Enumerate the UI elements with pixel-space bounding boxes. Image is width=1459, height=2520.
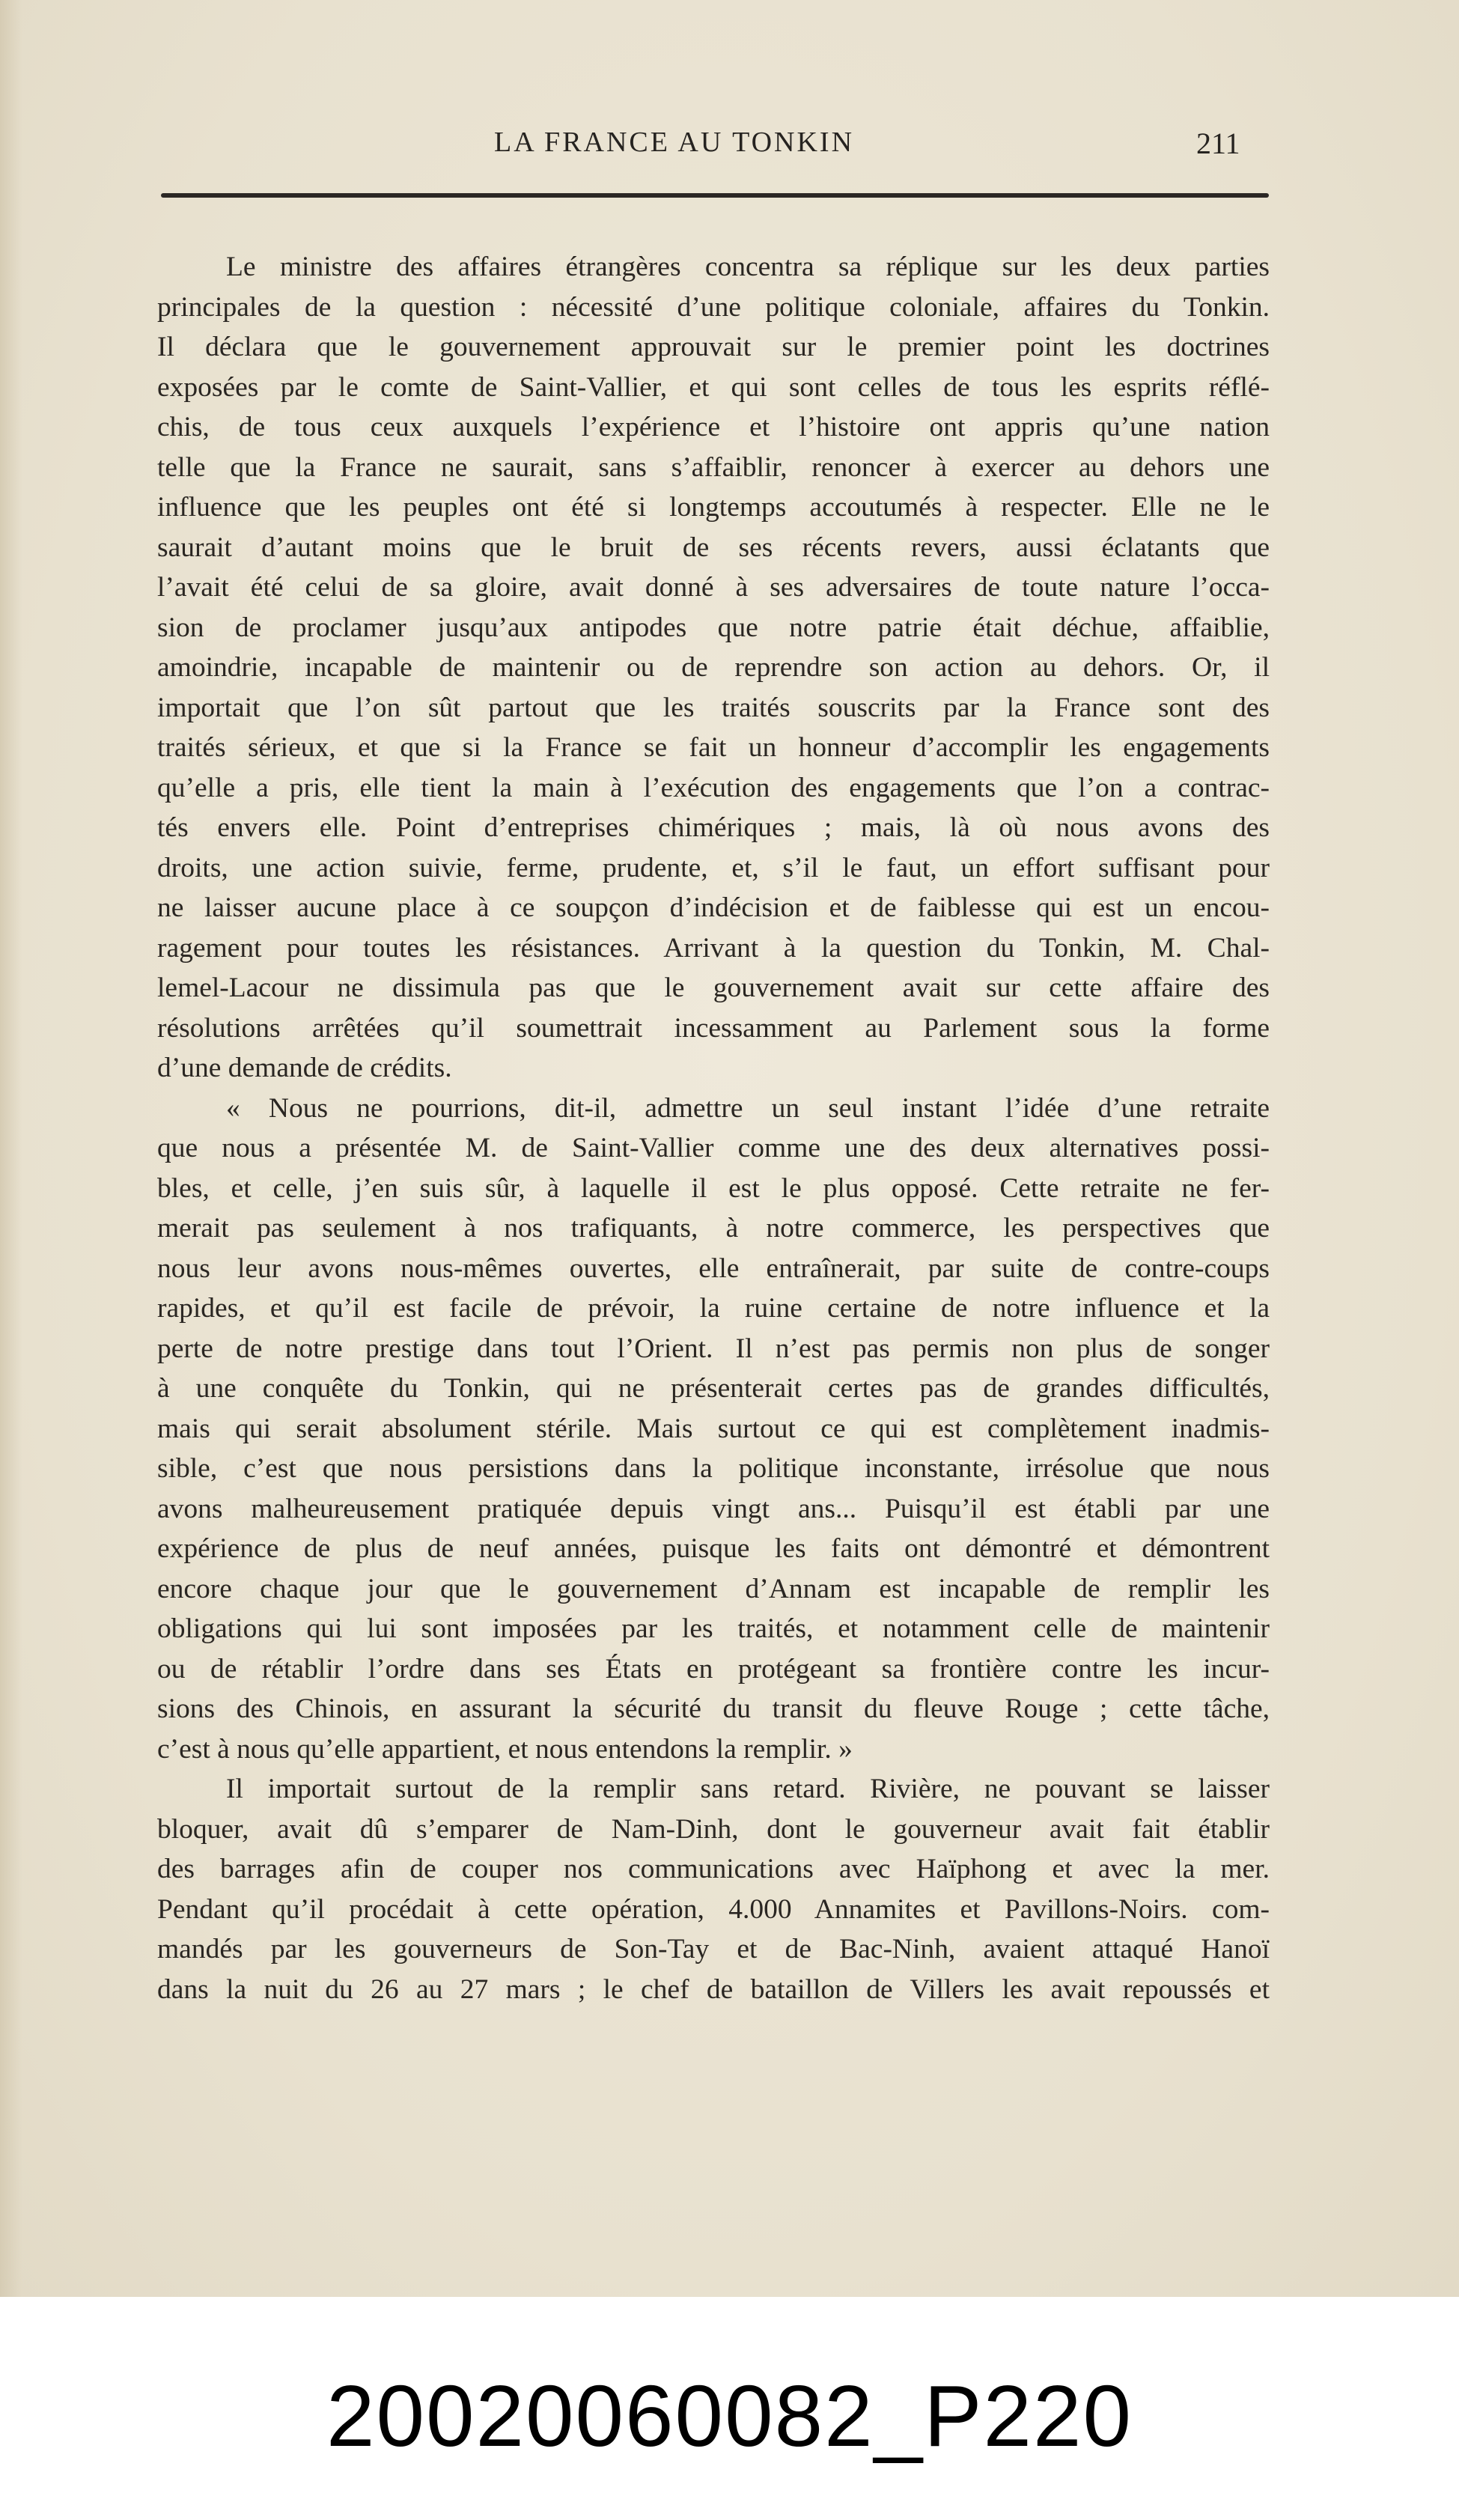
text-line: influence que les peuples ont été si longtemps accoutumés à respecter. Elle ne le: [157, 492, 1270, 523]
text-line: mandés par les gouverneurs de Son-Tay et de Bac-Ninh, avaient attaqué Hanoï: [157, 1934, 1270, 1964]
running-header-title: LA FRANCE AU TONKIN: [494, 127, 855, 158]
text-line: traités sérieux, et que si la France se fait un honneur d’accomplir les engagements: [157, 732, 1270, 763]
text-line: ne laisser aucune place à ce soupçon d’indécision et de faiblesse qui est un encou-: [157, 892, 1270, 923]
text-line: expérience de plus de neuf années, puisque les faits ont démontré et démontrent: [157, 1533, 1270, 1564]
text-line: résolutions arrêtées qu’il soumettrait incessamment au Parlement sous la forme: [157, 1012, 1270, 1044]
text-line: tés envers elle. Point d’entreprises chimériques ; mais, là où nous avons des: [157, 812, 1270, 843]
text-line: à une conquête du Tonkin, qui ne présenterait certes pas de grandes difficultés,: [157, 1373, 1270, 1404]
text-line: droits, une action suivie, ferme, prudente, et, s’il le faut, un effort suffisant pour: [157, 852, 1270, 883]
text-line: bles, et celle, j’en suis sûr, à laquelle il est le plus opposé. Cette retraite ne fer-: [157, 1172, 1270, 1204]
text-line: Il déclara que le gouvernement approuvait sur le premier point les doctrines: [157, 332, 1270, 362]
text-line: obligations qui lui sont imposées par les traités, et notamment celle de maintenir: [157, 1613, 1270, 1644]
text-line: d’une demande de crédits.: [157, 1053, 452, 1083]
text-line: encore chaque jour que le gouvernement d’Annam est incapable de remplir les: [157, 1573, 1270, 1604]
text-line: amoindrie, incapable de maintenir ou de reprendre son action au dehors. Or, il: [157, 652, 1270, 683]
body-text: [157, 247, 1270, 2009]
text-line: saurait d’autant moins que le bruit de ses récents revers, aussi éclatants que: [157, 532, 1270, 563]
paragraph-ministre: [157, 247, 1270, 1089]
text-line: Pendant qu’il procédait à cette opération, 4.000 Annamites et Pavillons-Noirs. com-: [157, 1893, 1270, 1925]
header-rule: [161, 193, 1269, 198]
text-line: sion de proclamer jusqu’aux antipodes que notre patrie était déchue, affaiblie,: [157, 612, 1270, 643]
text-line: Le ministre des affaires étrangères concentra sa réplique sur les deux parties: [226, 252, 1270, 282]
text-line: perte de notre prestige dans tout l’Orient. Il n’est pas permis non plus de songer: [157, 1333, 1270, 1364]
page-number: 211: [1196, 127, 1240, 160]
text-line: merait pas seulement à nos trafiquants, à notre commerce, les perspectives que: [157, 1213, 1270, 1244]
text-line: exposées par le comte de Saint-Vallier, et qui sont celles de tous les esprits réflé-: [157, 371, 1270, 403]
text-line: dans la nuit du 26 au 27 mars ; le chef de bataillon de Villers les avait repoussés et: [157, 1973, 1270, 2005]
text-line: principales de la question : nécessité d’une politique coloniale, affaires du Tonkin.: [157, 291, 1270, 323]
text-line: bloquer, avait dû s’emparer de Nam-Dinh, dont le gouverneur avait fait établir: [157, 1813, 1270, 1845]
text-line: sions des Chinois, en assurant la sécurité du transit du fleuve Rouge ; cette tâche,: [157, 1693, 1270, 1724]
text-line: ou de rétablir l’ordre dans ses États en protégeant sa frontière contre les incur-: [157, 1653, 1270, 1684]
text-line: Il importait surtout de la remplir sans retard. Rivière, ne pouvant se laisser: [226, 1774, 1270, 1804]
text-line: lemel-Lacour ne dissimula pas que le gouvernement avait sur cette affaire des: [157, 973, 1270, 1003]
text-line: ragement pour toutes les résistances. Arrivant à la question du Tonkin, M. Chal-: [157, 932, 1270, 964]
text-line: l’avait été celui de sa gloire, avait donné à ses adversaires de toute nature l’occa-: [157, 572, 1270, 603]
text-line: « Nous ne pourrions, dit-il, admettre un seul instant l’idée d’une retraite: [226, 1092, 1270, 1124]
text-line: qu’elle a pris, elle tient la main à l’exécution des engagements que l’on a contrac-: [157, 772, 1270, 803]
text-line: rapides, et qu’il est facile de prévoir, la ruine certaine de notre influence et la: [157, 1293, 1270, 1324]
scan-id-caption: 20020060082_P220: [326, 2367, 1133, 2465]
text-line: nous leur avons nous-mêmes ouvertes, elle entraînerait, par suite de contre-coups: [157, 1253, 1270, 1284]
paragraph-riviere: [157, 1769, 1270, 2009]
text-line: chis, de tous ceux auxquels l’expérience et l’histoire ont appris qu’une nation: [157, 412, 1270, 442]
paragraph-quotation: [157, 1089, 1270, 1770]
text-line: c’est à nous qu’elle appartient, et nous entendons la remplir. »: [157, 1733, 853, 1765]
text-line: sible, c’est que nous persistions dans la politique inconstante, irrésolue que nous: [157, 1453, 1270, 1484]
text-line: que nous a présentée M. de Saint-Vallier comme une des deux alternatives possi-: [157, 1133, 1270, 1163]
text-line: des barrages afin de couper nos communications avec Haïphong et avec la mer.: [157, 1854, 1270, 1884]
text-line: importait que l’on sût partout que les traités souscrits par la France sont des: [157, 692, 1270, 723]
text-line: telle que la France ne saurait, sans s’affaiblir, renoncer à exercer au dehors une: [157, 451, 1270, 483]
text-line: avons malheureusement pratiquée depuis vingt ans... Puisqu’il est établi par une: [157, 1493, 1270, 1524]
text-line: mais qui serait absolument stérile. Mais surtout ce qui est complètement inadmis-: [157, 1413, 1270, 1444]
